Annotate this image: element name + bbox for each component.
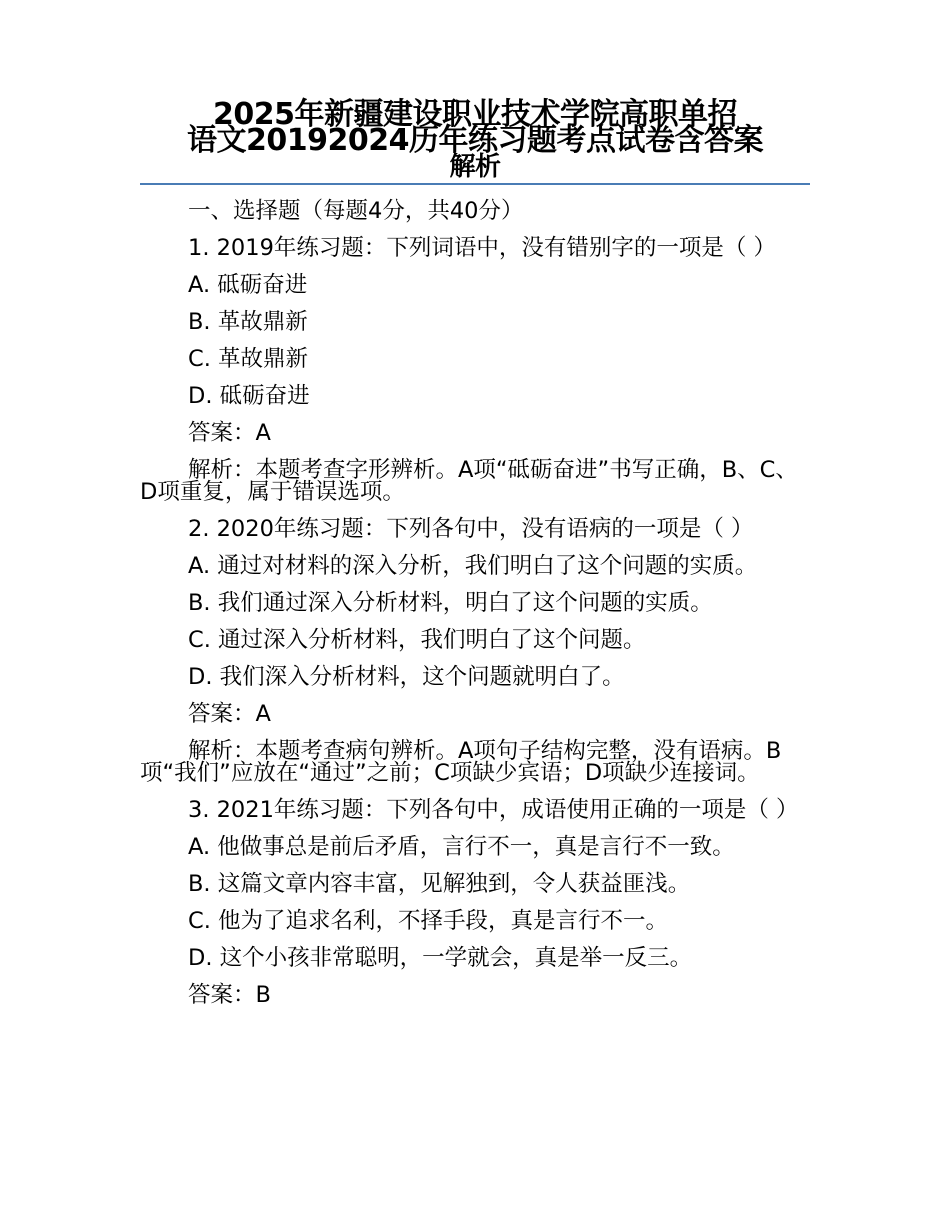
q1-option-d: D. 砥砺奋进 [188,383,310,409]
q2-option-c: C. 通过深入分析材料，我们明白了这个问题。 [188,627,646,653]
q1-option-b: B. 革故鼎新 [188,309,308,335]
q1-option-a: A. 砥砺奋进 [188,272,308,298]
document-title [140,97,810,182]
section-heading: 一、选择题（每题4分，共40分） [188,198,524,224]
q3-option-a: A. 他做事总是前后矛盾，言行不一，真是言行不一致。 [188,834,735,860]
q3-option-d: D. 这个小孩非常聪明，一学就会，真是举一反三。 [188,945,693,971]
document-body [140,200,810,1021]
q1-option-c: C. 革故鼎新 [188,346,309,372]
question-2: 2. 2020年练习题：下列各句中，没有语病的一项是（ ） [188,516,754,542]
document-title-line-1: 2025年新疆建设职业技术学院高职单招 [213,97,737,132]
question-3: 3. 2021年练习题：下列各句中，成语使用正确的一项是（ ） [188,797,799,823]
q3-option-b: B. 这篇文章内容丰富，见解独到，令人获益匪浅。 [188,871,691,897]
document-title-line-2: 语文20192024历年练习题考点试卷含答案 [187,123,763,158]
question-1: 1. 2019年练习题：下列词语中，没有错别字的一项是（ ） [188,235,777,261]
q1-answer: 答案：A [188,420,271,446]
q2-explanation: 解析：本题考查病句辨析。A项句子结构完整，没有语病。B项“我们”应放在“通过”之前；C项缺少宾语；D项缺少连接词。 [140,738,782,786]
q2-option-d: D. 我们深入分析材料，这个问题就明白了。 [188,664,625,690]
document-title-line-3: 解析 [449,152,501,182]
q3-answer: 答案：B [188,982,271,1008]
title-divider [140,183,810,185]
q2-option-a: A. 通过对材料的深入分析，我们明白了这个问题的实质。 [188,553,758,579]
q2-answer: 答案：A [188,701,271,727]
q2-option-b: B. 我们通过深入分析材料，明白了这个问题的实质。 [188,590,713,616]
q3-option-c: C. 他为了追求名利，不择手段，真是言行不一。 [188,908,669,934]
q1-explanation: 解析：本题考查字形辨析。A项“砥砺奋进”书写正确，B、C、D项重复，属于错误选项。 [140,457,798,505]
